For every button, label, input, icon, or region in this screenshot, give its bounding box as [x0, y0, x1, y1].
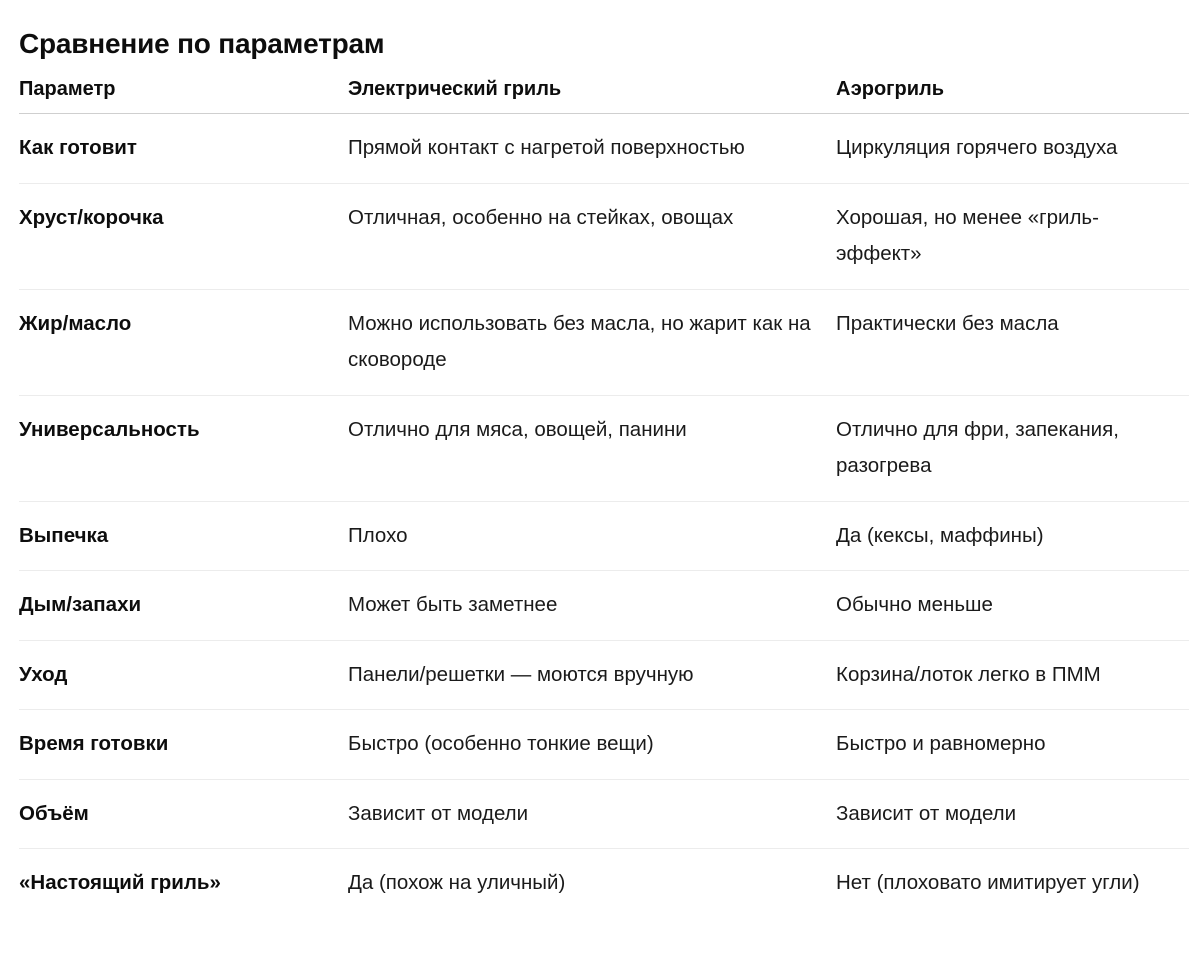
row-air-fryer-value: Обычно меньше	[836, 571, 1189, 641]
row-parameter: Дым/запахи	[19, 571, 348, 641]
row-electric-grill-value: Да (похож на уличный)	[348, 871, 566, 894]
comparison-table	[19, 76, 1189, 918]
row-electric-grill-value: Плохо	[348, 501, 836, 571]
header-electric-grill: Электрический гриль	[348, 76, 836, 114]
table-row	[19, 114, 1189, 184]
row-electric-grill-value: Прямой контакт с нагретой поверхностью	[348, 114, 836, 184]
row-parameter: Хруст/корочка	[19, 183, 348, 289]
row-air-fryer-value: Нет (плоховато имитирует угли)	[836, 871, 1140, 894]
row-electric-grill-value: Можно использовать без масла, но жарит как на сковороде	[348, 289, 836, 395]
row-parameter: Жир/масло	[19, 289, 348, 395]
table-row	[19, 183, 1189, 289]
section-title: Сравнение по параметрам	[19, 28, 385, 59]
row-parameter: Выпечка	[19, 501, 348, 571]
table-row	[19, 289, 1189, 395]
row-parameter: Универсальность	[19, 395, 348, 501]
table-header-row	[19, 76, 1189, 114]
table-row	[19, 710, 1189, 780]
row-electric-grill-value: Может быть заметнее	[348, 571, 836, 641]
row-air-fryer-value: Хорошая, но менее «гриль-эффект»	[836, 183, 1189, 289]
table-row	[19, 571, 1189, 641]
row-air-fryer-value: Циркуляция горячего воздуха	[836, 114, 1189, 184]
row-air-fryer-value: Отлично для фри, запекания, разогрева	[836, 395, 1189, 501]
row-electric-grill-value: Отлично для мяса, овощей, панини	[348, 395, 836, 501]
table-row	[19, 395, 1189, 501]
row-electric-grill-value: Панели/решетки — моются вручную	[348, 640, 836, 710]
row-parameter: Как готовит	[19, 114, 348, 184]
row-air-fryer-value: Практически без масла	[836, 289, 1189, 395]
row-air-fryer-value: Зависит от модели	[836, 779, 1189, 849]
table-row	[19, 849, 1189, 918]
row-parameter: Уход	[19, 640, 348, 710]
table-row	[19, 501, 1189, 571]
row-parameter: Время готовки	[19, 710, 348, 780]
row-electric-grill-value: Быстро (особенно тонкие вещи)	[348, 710, 836, 780]
row-air-fryer-value: Корзина/лоток легко в ПММ	[836, 640, 1189, 710]
row-parameter: Объём	[19, 779, 348, 849]
row-air-fryer-value: Да (кексы, маффины)	[836, 501, 1189, 571]
table-row	[19, 640, 1189, 710]
row-parameter: «Настоящий гриль»	[19, 871, 221, 894]
row-air-fryer-value: Быстро и равномерно	[836, 710, 1189, 780]
row-electric-grill-value: Отличная, особенно на стейках, овощах	[348, 183, 836, 289]
table-row	[19, 779, 1189, 849]
row-electric-grill-value: Зависит от модели	[348, 779, 836, 849]
header-parameter: Параметр	[19, 76, 348, 114]
header-air-fryer: Аэрогриль	[836, 76, 1189, 114]
